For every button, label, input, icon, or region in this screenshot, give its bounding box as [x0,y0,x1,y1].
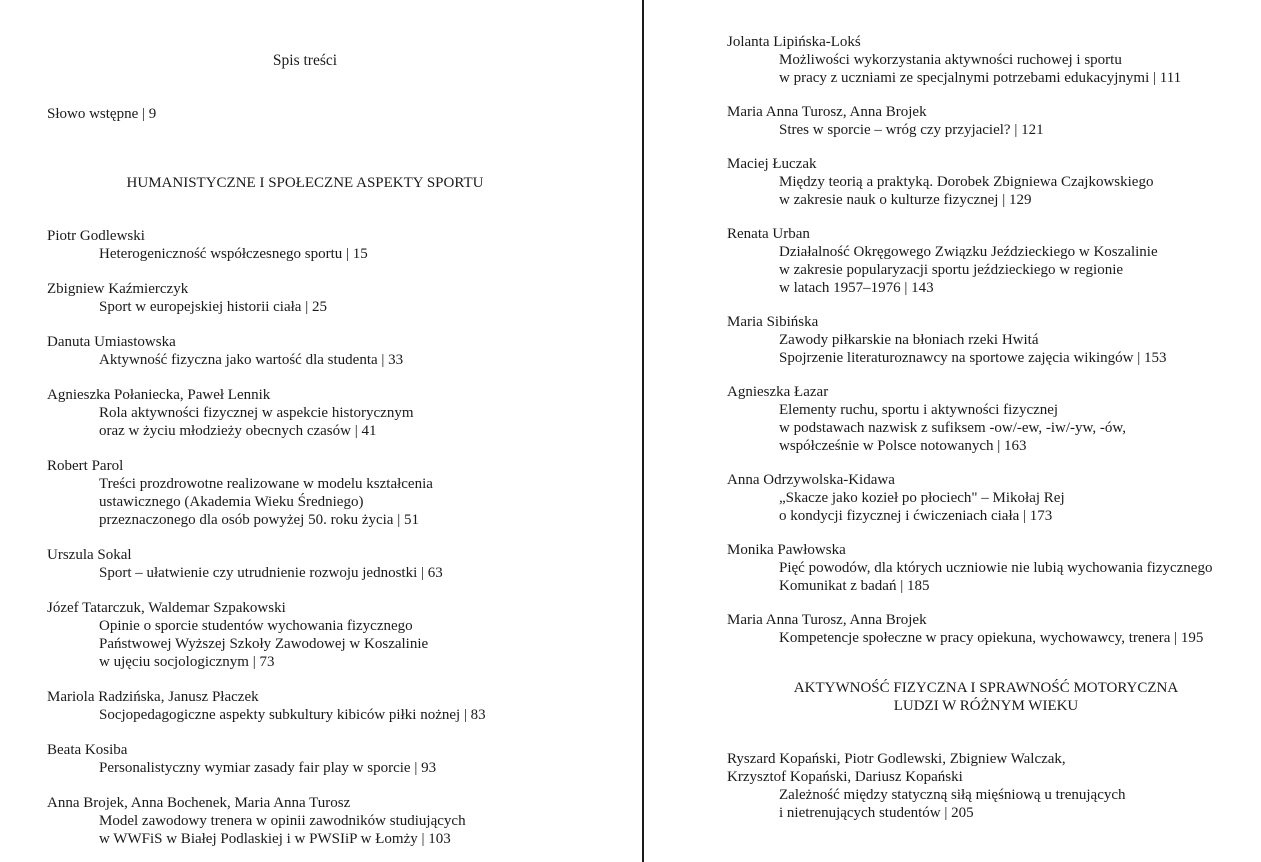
right-page [646,0,1261,862]
entry-authors: Maria Anna Turosz, Anna Brojek [727,104,927,120]
entry-title-line: Personalistyczny wymiar zasady fair play w sporcie | 93 [99,760,437,776]
section-heading: AKTYWNOŚĆ FIZYCZNA I SPRAWNOŚĆ MOTORYCZNA [793,680,1179,696]
entry-title-line: Aktywność fizyczna jako wartość dla studenta | 33 [99,352,404,368]
entry-title-line: Komunikat z badań | 185 [779,578,930,594]
entry-title-line: Państwowej Wyższej Szkoły Zawodowej w Koszalinie [99,636,429,652]
entry-title-line: Sport – ułatwienie czy utrudnienie rozwoju jednostki | 63 [99,565,443,581]
entry-title-line: przeznaczonego dla osób powyżej 50. roku życia | 51 [99,512,419,528]
section-heading: HUMANISTYCZNE I SPOŁECZNE ASPEKTY SPORTU [126,175,484,191]
entry-title-line: Między teorią a praktyką. Dorobek Zbigniewa Czajkowskiego [779,174,1154,190]
entry-title-line: „Skacze jako kozieł po płociech" – Mikołaj Rej [779,490,1065,506]
entry-authors: Agnieszka Połaniecka, Paweł Lennik [47,387,271,403]
section-heading-line-2: LUDZI W RÓŻNYM WIEKU [893,698,1079,714]
entry-authors: Piotr Godlewski [47,228,145,244]
entry-authors: Maria Anna Turosz, Anna Brojek [727,612,927,628]
entry-title-line: ustawicznego (Akademia Wieku Średniego) [99,494,364,510]
entry-authors: Anna Brojek, Anna Bochenek, Maria Anna Turosz [47,795,351,811]
entry-title-line: Pięć powodów, dla których uczniowie nie lubią wychowania fizycznego [779,560,1213,576]
entry-title-line: w pracy z uczniami ze specjalnymi potrzebami edukacyjnymi | 111 [779,70,1182,86]
entry-title-line: Socjopedagogiczne aspekty subkultury kibiców piłki nożnej | 83 [99,707,486,723]
entry-authors: Agnieszka Łazar [727,384,829,400]
entry-title-line: oraz w życiu młodzieży obecnych czasów | 41 [99,423,377,439]
entry-title-line: Działalność Okręgowego Związku Jeździeckiego w Koszalinie [779,244,1158,260]
entry-authors: Beata Kosiba [47,742,128,758]
entry-authors: Robert Parol [47,458,124,474]
entry-authors: Renata Urban [727,226,810,242]
entry-title-line: w WWFiS w Białej Podlaskiej i w PWSIiP w Łomży | 103 [99,831,451,847]
foreword-entry: Słowo wstępne | 9 [47,106,157,122]
entry-authors: Jolanta Lipińska-Lokś [727,34,861,50]
entry-authors: Maria Sibińska [727,314,819,330]
entry-title-line: Rola aktywności fizycznej w aspekcie historycznym [99,405,414,421]
entry-authors: Anna Odrzywolska-Kidawa [727,472,895,488]
entry-title-line: i nietrenujących studentów | 205 [779,805,974,821]
entry-title-line: Zawody piłkarskie na błoniach rzeki Hwitá [779,332,1039,348]
entry-title-line: Treści prozdrowotne realizowane w modelu kształcenia [99,476,433,492]
entry-authors: Urszula Sokal [47,547,132,563]
entry-authors: Mariola Radzińska, Janusz Płaczek [47,689,259,705]
entry-title-line: Stres w sporcie – wróg czy przyjaciel? | 121 [779,122,1044,138]
entry-title-line: Sport w europejskiej historii ciała | 25 [99,299,327,315]
entry-title-line: w zakresie nauk o kulturze fizycznej | 129 [779,192,1032,208]
entry-title-line: w zakresie popularyzacji sportu jeździeckiego w regionie [779,262,1124,278]
entry-title-line: Spojrzenie literaturoznawcy na sportowe zajęcia wikingów | 153 [779,350,1167,366]
entry-authors: Krzysztof Kopański, Dariusz Kopański [727,769,963,785]
entry-authors: Danuta Umiastowska [47,334,176,350]
entry-title-line: współcześnie w Polsce notowanych | 163 [779,438,1027,454]
entry-title-line: Opinie o sporcie studentów wychowania fizycznego [99,618,413,634]
entry-authors: Maciej Łuczak [727,156,817,172]
page-divider [642,0,644,862]
entry-title-line: Model zawodowy trenera w opinii zawodników studiujących [99,813,466,829]
entry-title-line: Kompetencje społeczne w pracy opiekuna, wychowawcy, trenera | 195 [779,630,1204,646]
entry-title-line: Zależność między statyczną siłą mięśniową u trenujących [779,787,1126,803]
entry-title-line: w latach 1957–1976 | 143 [779,280,934,296]
entry-title-line: w podstawach nazwisk z sufiksem -ow/-ew, -iw/-yw, -ów, [779,420,1126,436]
entry-authors: Zbigniew Kaźmierczyk [47,281,189,297]
entry-title-line: Elementy ruchu, sportu i aktywności fizycznej [779,402,1059,418]
entry-authors: Ryszard Kopański, Piotr Godlewski, Zbigniew Walczak, [727,751,1066,767]
entry-title-line: w ujęciu socjologicznym | 73 [99,654,275,670]
toc-title: Spis treści [272,52,338,69]
entry-authors: Józef Tatarczuk, Waldemar Szpakowski [47,600,286,616]
entry-title-line: o kondycji fizycznej i ćwiczeniach ciała | 173 [779,508,1053,524]
entry-title-line: Heterogeniczność współczesnego sportu | 15 [99,246,368,262]
entry-title-line: Możliwości wykorzystania aktywności ruchowej i sportu [779,52,1122,68]
entry-authors: Monika Pawłowska [727,542,846,558]
